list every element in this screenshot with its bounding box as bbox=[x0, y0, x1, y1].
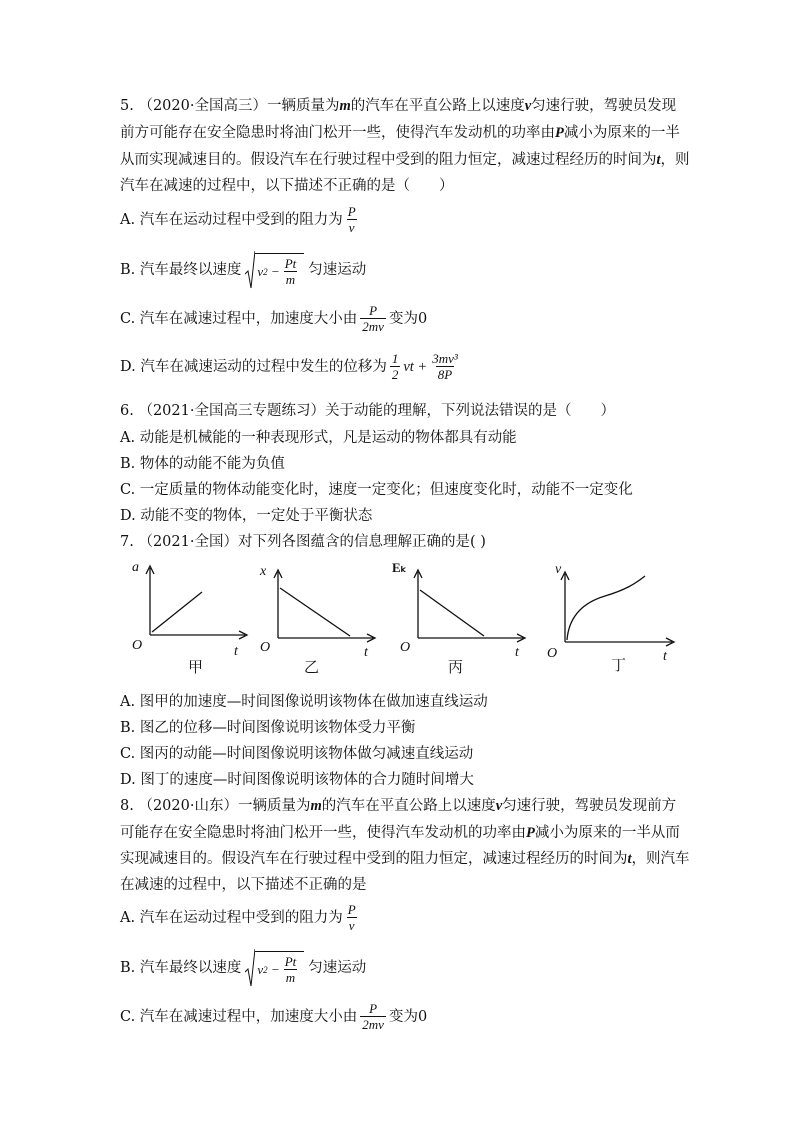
q6-option-d[interactable]: D. 动能不变的物体，一定处于平衡状态 bbox=[120, 508, 373, 524]
graph-yi-plot bbox=[260, 560, 380, 660]
graph-bing-origin: O bbox=[400, 640, 411, 655]
graph-ding bbox=[545, 560, 680, 680]
square-root: v 2 − $\frac{Pt}{m}$ bbox=[245, 250, 304, 290]
q5-option-a[interactable]: A. 汽车在运动过程中受到的阻力为 $\frac{P}{v}$ bbox=[120, 204, 356, 235]
q5-option-d[interactable]: D. 汽车在减速运动的过程中发生的位移为 $\frac{1}{2}$ vt + $\frac{\text{3mv³}}{8P}$ bbox=[120, 351, 458, 382]
graph-bing-y-label: Eₖ bbox=[392, 560, 407, 575]
q7-option-c[interactable]: C. 图丙的动能—时间图像说明该物体做匀减速直线运动 bbox=[120, 746, 474, 762]
graph-yi-caption: 乙 bbox=[304, 658, 320, 676]
graph-jia-y-label: a bbox=[132, 560, 139, 575]
q5-stem-line-3: 从而实现减速目的。假设汽车在行驶过程中受到的阻力恒定，减速过程经历的时间为t，则 bbox=[120, 152, 690, 168]
graph-ding-x-label: t bbox=[663, 649, 667, 664]
graph-yi-origin: O bbox=[260, 640, 271, 655]
graph-ding-caption: 丁 bbox=[611, 656, 627, 674]
q7-graphs bbox=[120, 560, 680, 685]
q8-stem-line-1: 8. （2020·山东）一辆质量为m的汽车在平直公路上以速度v匀速行驶，驾驶员发现前方 bbox=[120, 798, 677, 814]
square-root: v 2 − $\frac{Pt}{m}$ bbox=[245, 948, 304, 988]
q5-option-b[interactable]: B. 汽车最终以速度 v 2 − $\frac{Pt}{m}$ 匀速运动 bbox=[120, 250, 366, 290]
q5-option-c[interactable]: C. 汽车在减速过程中，加速度大小由 $\frac{P}{2mv}$ 变为0 bbox=[120, 303, 428, 334]
graph-bing-plot bbox=[390, 560, 530, 660]
graph-ding-plot bbox=[545, 560, 680, 660]
graph-bing-x-label: t bbox=[515, 645, 519, 660]
graph-jia bbox=[130, 560, 250, 680]
q5-stem-line-4: 汽车在减速的过程中，以下描述不正确的是（ ） bbox=[120, 178, 454, 194]
q6-option-a[interactable]: A. 动能是机械能的一种表现形式，凡是运动的物体都具有动能 bbox=[120, 430, 517, 446]
q8-stem-line-2: 可能存在安全隐患时将油门松开一些，使得汽车发动机的功率由P减小为原来的一半从而 bbox=[120, 825, 680, 841]
graph-jia-origin: O bbox=[132, 638, 143, 653]
q7-stem: 7. （2021·全国）对下列各图蕴含的信息理解正确的是( ) bbox=[120, 534, 486, 550]
q6-stem: 6. （2021·全国高三专题练习）关于动能的理解，下列说法错误的是（ ） bbox=[120, 403, 615, 419]
graph-yi-x-label: t bbox=[364, 645, 368, 660]
graph-jia-caption: 甲 bbox=[188, 658, 204, 676]
graph-jia-x-label: t bbox=[234, 644, 238, 659]
graph-ding-y-label: v bbox=[555, 562, 562, 577]
q5-stem-line-2: 前方可能存在安全隐患时将油门松开一些，使得汽车发动机的功率由P减小为原来的一半 bbox=[120, 125, 680, 141]
graph-yi bbox=[260, 560, 380, 680]
q7-option-b[interactable]: B. 图乙的位移—时间图像说明该物体受力平衡 bbox=[120, 720, 416, 736]
q6-option-b[interactable]: B. 物体的动能不能为负值 bbox=[120, 456, 285, 472]
q8-option-b[interactable]: B. 汽车最终以速度 v 2 − $\frac{Pt}{m}$ 匀速运动 bbox=[120, 948, 366, 988]
graph-bing-caption: 丙 bbox=[448, 658, 464, 676]
fraction: $\frac{P}{v}$ bbox=[347, 204, 356, 235]
q8-stem-line-3: 实现减速目的。假设汽车在行驶过程中受到的阻力恒定，减速过程经历的时间为t，则汽车 bbox=[120, 851, 690, 867]
graph-jia-plot bbox=[130, 560, 250, 660]
graph-yi-y-label: x bbox=[260, 564, 267, 579]
q8-option-c[interactable]: C. 汽车在减速过程中，加速度大小由 $\frac{P}{2mv}$ 变为0 bbox=[120, 1001, 428, 1032]
q6-option-c[interactable]: C. 一定质量的物体动能变化时，速度一定变化；但速度变化时，动能不一定变化 bbox=[120, 482, 633, 498]
q8-stem-line-4: 在减速的过程中，以下描述不正确的是 bbox=[120, 877, 367, 893]
graph-ding-origin: O bbox=[547, 646, 558, 661]
q8-option-a[interactable]: A. 汽车在运动过程中受到的阻力为 $\frac{P}{v}$ bbox=[120, 902, 356, 933]
q7-option-d[interactable]: D. 图丁的速度—时间图像说明该物体的合力随时间增大 bbox=[120, 772, 474, 788]
graph-bing bbox=[390, 560, 530, 680]
q5-stem-line-1: 5. （2020·全国高三）一辆质量为m的汽车在平直公路上以速度v匀速行驶，驾驶员发现 bbox=[120, 98, 677, 114]
q7-option-a[interactable]: A. 图甲的加速度—时间图像说明该物体在做加速直线运动 bbox=[120, 694, 488, 710]
